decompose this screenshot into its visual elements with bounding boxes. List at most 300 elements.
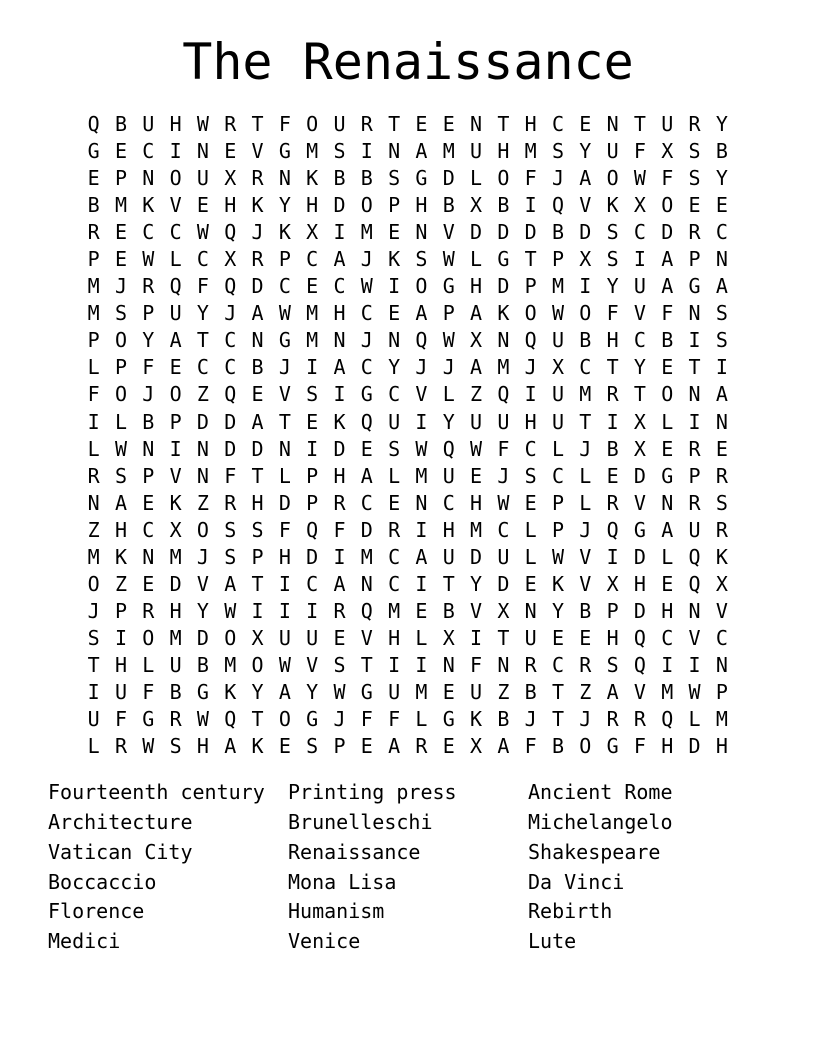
grid-letter: J	[579, 517, 592, 542]
grid-letter: R	[360, 112, 373, 136]
grid-letter: H	[169, 112, 182, 136]
grid-letter: T	[388, 112, 401, 136]
grid-letter: E	[524, 490, 537, 515]
grid-letter: D	[497, 274, 510, 299]
grid-letter: E	[224, 139, 237, 164]
grid-letter: D	[196, 409, 209, 434]
grid-letter: N	[196, 139, 209, 164]
grid-letter: N	[388, 139, 401, 164]
grid-letter: H	[633, 571, 646, 596]
grid-letter: M	[306, 328, 319, 353]
grid-letter: U	[551, 382, 564, 407]
grid-letter: M	[524, 139, 537, 164]
grid-letter: E	[169, 355, 182, 380]
grid-letter: R	[251, 166, 264, 191]
grid-letter: F	[142, 679, 155, 704]
grid-letter: U	[388, 679, 401, 704]
grid-letter: N	[470, 112, 483, 136]
grid-letter: R	[715, 463, 728, 488]
grid-letter: Q	[415, 328, 428, 353]
grid-letter: J	[524, 707, 537, 732]
grid-letter: B	[114, 112, 127, 136]
grid-letter: E	[661, 571, 674, 596]
grid-letter: C	[306, 571, 319, 596]
grid-letter: C	[551, 112, 564, 136]
grid-letter: H	[497, 139, 510, 164]
grid-letter: N	[661, 490, 674, 515]
grid-letter: J	[579, 436, 592, 461]
grid-letter: S	[87, 625, 100, 650]
grid-letter: A	[715, 274, 728, 299]
grid-letter: U	[661, 112, 674, 136]
grid-letter: E	[661, 355, 674, 380]
grid-letter: M	[715, 707, 728, 732]
grid-letter: E	[442, 112, 455, 136]
grid-letter: P	[715, 679, 728, 704]
grid-letter: Y	[388, 355, 401, 380]
grid-letter: X	[633, 409, 646, 434]
grid-letter: Q	[306, 517, 319, 542]
grid-letter: S	[688, 139, 701, 164]
grid-letter: H	[415, 193, 428, 218]
grid-letter: D	[442, 166, 455, 191]
grid-letter: P	[87, 328, 100, 353]
grid-letter: P	[114, 355, 127, 380]
grid-letter: R	[606, 490, 619, 515]
grid-letter: F	[606, 301, 619, 326]
grid-letter: S	[688, 166, 701, 191]
grid-letter: C	[333, 274, 346, 299]
grid-letter: Q	[524, 328, 537, 353]
grid-letter: I	[333, 220, 346, 245]
grid-letter: J	[87, 598, 100, 623]
grid-letter: H	[661, 734, 674, 759]
grid-letter: E	[114, 220, 127, 245]
grid-letter: A	[333, 355, 346, 380]
grid-letter: U	[551, 409, 564, 434]
grid-letter: R	[142, 274, 155, 299]
grid-letter: X	[606, 571, 619, 596]
grid-letter: O	[196, 517, 209, 542]
grid-letter: E	[388, 220, 401, 245]
grid-letter: L	[524, 517, 537, 542]
grid-letter: Z	[497, 679, 510, 704]
grid-letter: X	[169, 517, 182, 542]
grid-letter: T	[579, 409, 592, 434]
grid-letter: Q	[169, 274, 182, 299]
grid-letter: I	[251, 598, 264, 623]
grid-letter: E	[715, 193, 728, 218]
grid-letter: Q	[87, 112, 100, 136]
grid-letter: U	[442, 544, 455, 569]
grid-letter: D	[497, 571, 510, 596]
grid-letter: F	[360, 707, 373, 732]
grid-letter: I	[415, 517, 428, 542]
grid-letter: M	[87, 301, 100, 326]
grid-letter: V	[633, 679, 646, 704]
grid-letter: A	[224, 571, 237, 596]
grid-letter: U	[278, 625, 291, 650]
grid-letter: H	[388, 625, 401, 650]
grid-letter: E	[688, 193, 701, 218]
grid-letter: J	[142, 382, 155, 407]
grid-letter: Q	[224, 707, 237, 732]
grid-letter: W	[278, 301, 291, 326]
grid-letter: N	[87, 490, 100, 515]
grid-letter: Q	[497, 382, 510, 407]
grid-letter: S	[606, 247, 619, 272]
grid-row	[80, 706, 736, 733]
grid-row	[80, 246, 736, 273]
grid-letter: O	[497, 166, 510, 191]
grid-letter: R	[224, 112, 237, 136]
word-list-item: Da Vinci	[528, 869, 625, 894]
grid-letter: D	[497, 220, 510, 245]
grid-letter: K	[715, 544, 728, 569]
grid-letter: R	[606, 382, 619, 407]
grid-letter: J	[114, 274, 127, 299]
word-search-grid	[80, 111, 736, 760]
grid-letter: Q	[551, 193, 564, 218]
grid-letter: L	[142, 652, 155, 677]
grid-letter: J	[524, 355, 537, 380]
grid-letter: T	[251, 707, 264, 732]
grid-letter: C	[551, 463, 564, 488]
grid-letter: U	[470, 139, 483, 164]
grid-letter: U	[196, 166, 209, 191]
grid-letter: Z	[87, 517, 100, 542]
grid-letter: A	[169, 328, 182, 353]
grid-letter: W	[633, 166, 646, 191]
grid-letter: N	[251, 328, 264, 353]
grid-letter: N	[142, 436, 155, 461]
grid-letter: P	[333, 734, 346, 759]
grid-letter: I	[388, 274, 401, 299]
grid-letter: U	[333, 112, 346, 136]
grid-row	[80, 138, 736, 165]
grid-row	[80, 409, 736, 436]
grid-letter: W	[360, 274, 373, 299]
grid-letter: R	[224, 490, 237, 515]
grid-letter: A	[251, 301, 264, 326]
grid-letter: I	[87, 409, 100, 434]
grid-letter: G	[661, 463, 674, 488]
grid-letter: W	[470, 436, 483, 461]
grid-letter: D	[633, 463, 646, 488]
grid-letter: X	[579, 247, 592, 272]
grid-letter: W	[415, 436, 428, 461]
grid-letter: W	[497, 490, 510, 515]
grid-letter: W	[142, 734, 155, 759]
grid-letter: M	[87, 544, 100, 569]
grid-letter: A	[333, 247, 346, 272]
grid-letter: T	[497, 112, 510, 136]
grid-letter: T	[497, 625, 510, 650]
grid-letter: W	[551, 544, 564, 569]
grid-letter: C	[142, 220, 155, 245]
grid-letter: T	[251, 571, 264, 596]
grid-letter: M	[87, 274, 100, 299]
grid-letter: V	[251, 139, 264, 164]
word-list-item: Vatican City	[48, 839, 193, 864]
grid-letter: D	[470, 544, 483, 569]
grid-letter: F	[142, 355, 155, 380]
grid-letter: K	[169, 490, 182, 515]
grid-row	[80, 571, 736, 598]
grid-row	[80, 381, 736, 408]
grid-letter: K	[388, 247, 401, 272]
grid-letter: E	[551, 625, 564, 650]
grid-letter: A	[415, 139, 428, 164]
grid-letter: Z	[196, 490, 209, 515]
grid-row	[80, 625, 736, 652]
grid-letter: B	[661, 328, 674, 353]
grid-letter: H	[606, 625, 619, 650]
grid-letter: G	[87, 139, 100, 164]
grid-letter: V	[306, 652, 319, 677]
grid-letter: S	[251, 517, 264, 542]
grid-letter: Q	[688, 544, 701, 569]
word-list-item: Architecture	[48, 809, 193, 834]
grid-letter: C	[551, 652, 564, 677]
grid-letter: R	[333, 598, 346, 623]
grid-letter: H	[715, 734, 728, 759]
grid-letter: C	[306, 247, 319, 272]
grid-letter: I	[606, 409, 619, 434]
grid-letter: C	[360, 490, 373, 515]
word-list-item: Boccaccio	[48, 869, 157, 894]
grid-letter: A	[114, 490, 127, 515]
grid-letter: O	[524, 301, 537, 326]
grid-letter: X	[470, 734, 483, 759]
grid-letter: P	[306, 463, 319, 488]
grid-letter: P	[388, 193, 401, 218]
grid-letter: P	[278, 247, 291, 272]
grid-row	[80, 219, 736, 246]
grid-letter: P	[169, 409, 182, 434]
grid-letter: N	[360, 571, 373, 596]
word-list-item: Michelangelo	[528, 809, 673, 834]
grid-letter: H	[661, 598, 674, 623]
grid-letter: X	[442, 625, 455, 650]
grid-letter: I	[715, 355, 728, 380]
grid-letter: K	[114, 544, 127, 569]
grid-letter: N	[278, 436, 291, 461]
grid-letter: D	[251, 274, 264, 299]
grid-letter: L	[388, 463, 401, 488]
word-list-item: Humanism	[288, 899, 385, 924]
grid-letter: C	[388, 571, 401, 596]
grid-letter: N	[142, 166, 155, 191]
grid-letter: M	[497, 355, 510, 380]
grid-letter: A	[497, 734, 510, 759]
grid-letter: S	[715, 328, 728, 353]
grid-letter: E	[360, 436, 373, 461]
grid-letter: C	[360, 355, 373, 380]
grid-letter: V	[470, 598, 483, 623]
grid-letter: U	[606, 139, 619, 164]
grid-letter: M	[169, 544, 182, 569]
grid-letter: X	[224, 247, 237, 272]
grid-letter: H	[224, 193, 237, 218]
grid-letter: G	[415, 166, 428, 191]
grid-letter: N	[278, 166, 291, 191]
grid-letter: H	[470, 274, 483, 299]
grid-letter: E	[442, 679, 455, 704]
grid-letter: Q	[360, 598, 373, 623]
grid-letter: A	[415, 301, 428, 326]
grid-letter: O	[278, 707, 291, 732]
grid-letter: U	[497, 409, 510, 434]
grid-letter: V	[633, 301, 646, 326]
grid-letter: A	[360, 463, 373, 488]
grid-letter: E	[142, 490, 155, 515]
grid-letter: W	[196, 707, 209, 732]
grid-letter: B	[442, 193, 455, 218]
grid-letter: O	[87, 571, 100, 596]
grid-letter: P	[114, 598, 127, 623]
grid-letter: F	[470, 652, 483, 677]
grid-letter: I	[524, 382, 537, 407]
grid-letter: L	[579, 490, 592, 515]
grid-letter: N	[333, 328, 346, 353]
grid-letter: D	[196, 625, 209, 650]
grid-letter: A	[606, 679, 619, 704]
grid-letter: Z	[114, 571, 127, 596]
grid-letter: T	[688, 355, 701, 380]
grid-letter: Z	[470, 382, 483, 407]
grid-letter: R	[688, 112, 701, 136]
grid-letter: Y	[306, 679, 319, 704]
grid-letter: L	[114, 409, 127, 434]
grid-letter: Q	[360, 409, 373, 434]
grid-letter: N	[497, 328, 510, 353]
grid-letter: K	[278, 220, 291, 245]
grid-letter: C	[524, 436, 537, 461]
grid-letter: J	[442, 355, 455, 380]
grid-letter: D	[470, 220, 483, 245]
grid-letter: C	[360, 301, 373, 326]
grid-letter: U	[551, 328, 564, 353]
grid-letter: N	[688, 301, 701, 326]
grid-letter: C	[497, 517, 510, 542]
grid-letter: Y	[606, 274, 619, 299]
grid-row	[80, 300, 736, 327]
word-list-item: Renaissance	[288, 839, 421, 864]
grid-row	[80, 490, 736, 517]
grid-letter: O	[661, 193, 674, 218]
grid-letter: P	[551, 490, 564, 515]
grid-letter: P	[114, 166, 127, 191]
grid-letter: V	[688, 625, 701, 650]
grid-letter: Z	[579, 679, 592, 704]
grid-letter: Y	[551, 598, 564, 623]
grid-letter: B	[551, 734, 564, 759]
grid-letter: Q	[224, 274, 237, 299]
grid-letter: P	[87, 247, 100, 272]
grid-letter: N	[524, 598, 537, 623]
grid-letter: S	[388, 436, 401, 461]
grid-letter: G	[196, 679, 209, 704]
grid-letter: A	[579, 166, 592, 191]
grid-letter: U	[87, 707, 100, 732]
grid-letter: I	[333, 382, 346, 407]
grid-letter: U	[442, 463, 455, 488]
grid-letter: Q	[661, 707, 674, 732]
grid-letter: G	[606, 734, 619, 759]
grid-letter: C	[388, 382, 401, 407]
grid-letter: P	[142, 301, 155, 326]
grid-letter: M	[169, 625, 182, 650]
grid-row	[80, 679, 736, 706]
grid-row	[80, 517, 736, 544]
grid-letter: F	[278, 517, 291, 542]
grid-letter: X	[470, 328, 483, 353]
grid-letter: S	[524, 463, 537, 488]
grid-letter: J	[360, 328, 373, 353]
grid-letter: L	[415, 625, 428, 650]
grid-letter: C	[633, 328, 646, 353]
grid-letter: Y	[470, 571, 483, 596]
grid-letter: G	[360, 382, 373, 407]
grid-letter: I	[688, 652, 701, 677]
grid-letter: F	[633, 139, 646, 164]
grid-letter: H	[306, 193, 319, 218]
grid-letter: H	[524, 112, 537, 136]
grid-letter: I	[114, 625, 127, 650]
grid-letter: T	[633, 382, 646, 407]
grid-letter: R	[114, 734, 127, 759]
grid-letter: L	[661, 544, 674, 569]
grid-row	[80, 733, 736, 760]
grid-letter: S	[224, 544, 237, 569]
grid-letter: I	[661, 652, 674, 677]
grid-letter: W	[688, 679, 701, 704]
grid-letter: H	[333, 301, 346, 326]
grid-letter: B	[551, 220, 564, 245]
grid-letter: H	[524, 409, 537, 434]
grid-letter: P	[551, 517, 564, 542]
grid-letter: I	[415, 409, 428, 434]
grid-letter: I	[688, 409, 701, 434]
grid-letter: I	[606, 544, 619, 569]
grid-letter: M	[360, 544, 373, 569]
grid-letter: U	[114, 679, 127, 704]
grid-letter: C	[169, 220, 182, 245]
grid-letter: B	[497, 193, 510, 218]
grid-letter: B	[333, 166, 346, 191]
grid-letter: E	[442, 734, 455, 759]
grid-letter: E	[306, 409, 319, 434]
grid-letter: V	[360, 625, 373, 650]
grid-letter: T	[551, 707, 564, 732]
word-list	[48, 778, 768, 957]
grid-letter: X	[661, 139, 674, 164]
grid-letter: G	[278, 139, 291, 164]
grid-letter: G	[442, 274, 455, 299]
grid-letter: N	[196, 436, 209, 461]
grid-letter: O	[360, 193, 373, 218]
grid-letter: O	[114, 382, 127, 407]
grid-letter: E	[606, 463, 619, 488]
grid-letter: T	[442, 571, 455, 596]
grid-letter: M	[114, 193, 127, 218]
grid-letter: T	[360, 652, 373, 677]
grid-letter: A	[224, 734, 237, 759]
grid-letter: X	[633, 193, 646, 218]
grid-letter: Q	[224, 220, 237, 245]
grid-letter: N	[688, 598, 701, 623]
